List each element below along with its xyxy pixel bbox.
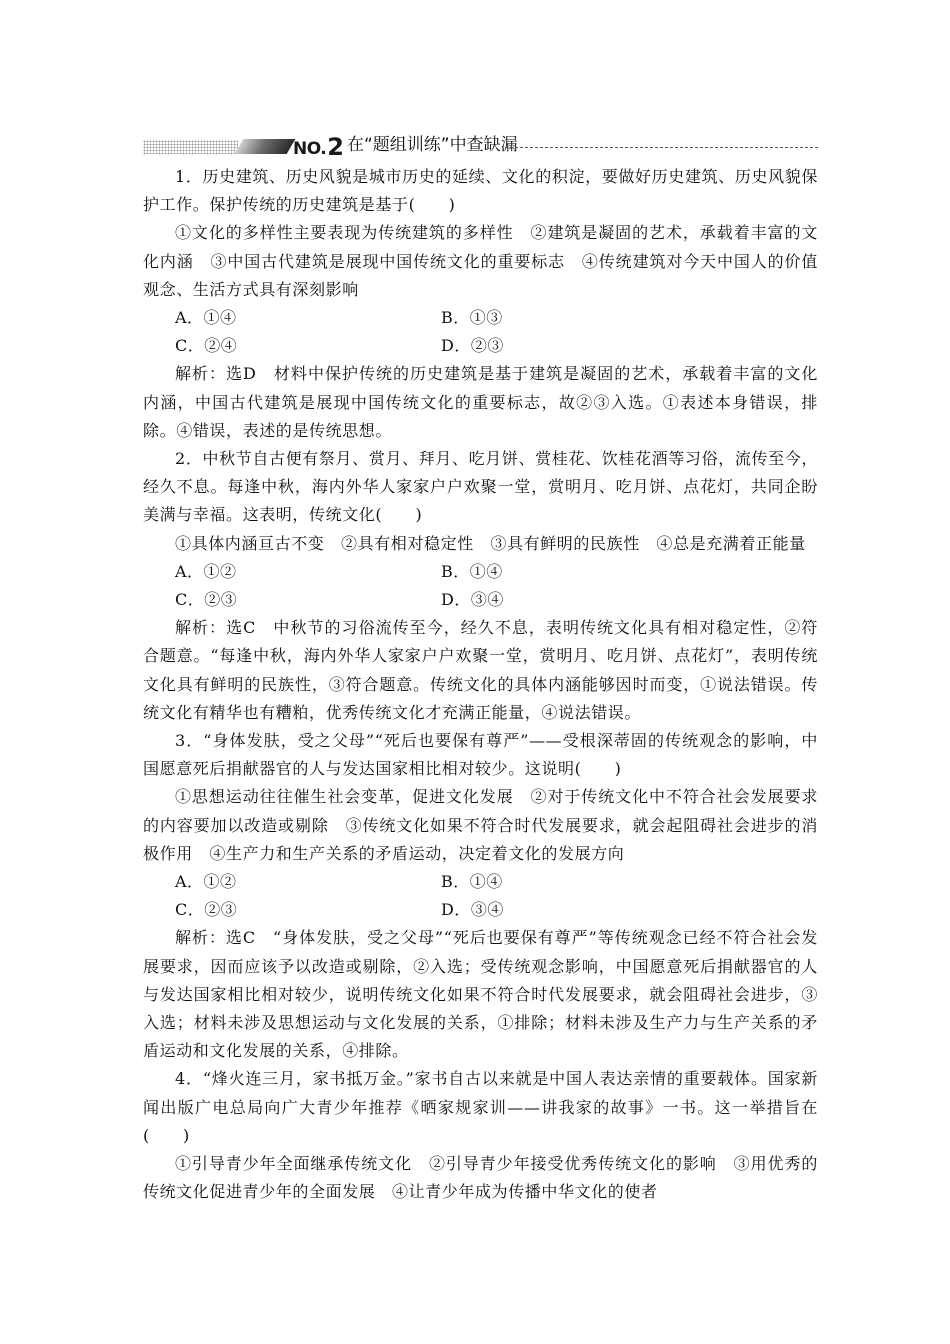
options-row xyxy=(143,868,818,896)
answer-analysis: 解析：选C “身体发肤，受之父母”“死后也要保有尊严”等传统观念已经不符合社会发展要求，因而应该予以改造或剔除，②入选；受传统观念影响，中国愿意死后捐献器官的人与发达国家相比相对较少，说明传统文化如果不符合时代发展要求，就会阻碍社会进步，③入选；材料未涉及思想运动与文化发展的关系，①排除；材料未涉及生产力与生产关系的矛盾运动和文化发展的关系，④排除。 xyxy=(143,928,818,1061)
header-slanted-bar xyxy=(235,139,296,154)
answer-analysis: 解析：选C 中秋节的习俗流传至今，经久不息，表明传统文化具有相对稳定性，②符合题意。“每逢中秋，海内外华人家家户户欢聚一堂，赏明月、吃月饼、点花灯”，表明传统文化具有鲜明的民族性，③符合题意。传统文化的具体内涵能够因时而变，①说法错误。传统文化有精华也有糟粕，优秀传统文化才充满正能量，④说法错误。 xyxy=(143,618,818,722)
option-a: A．①② xyxy=(175,872,237,892)
section-number-prefix: NO. xyxy=(293,139,327,159)
question-2 xyxy=(143,445,818,727)
question-statements: ①思想运动往往催生社会变革，促进文化发展 ②对于传统文化中不符合社会发展要求的内容要加以改造或剔除 ③传统文化如果不符合时代发展要求，就会起阻碍社会进步的消极作用 ④生产力和生产关系的矛盾运动，决定着文化的发展方向 xyxy=(143,787,818,863)
option-c: C．②③ xyxy=(175,900,238,920)
section-number: 2 xyxy=(327,133,344,161)
option-a: A．①④ xyxy=(175,308,237,328)
question-stem: 3．“身体发肤，受之父母”“死后也要保有尊严”——受根深蒂固的传统观念的影响，中国愿意死后捐献器官的人与发达国家相比相对较少。这说明( ) xyxy=(143,731,818,779)
option-c: C．②④ xyxy=(175,336,238,356)
options-row xyxy=(143,304,818,332)
option-a: A．①② xyxy=(175,561,237,581)
question-stem: 4．“烽火连三月，家书抵万金。”家书自古以来就是中国人表达亲情的重要载体。国家新闻出版广电总局向广大青少年推荐《晒家规家训——讲我家的故事》一书。这一举措旨在( ) xyxy=(143,1069,818,1145)
option-b: B．①④ xyxy=(441,872,503,892)
options-row xyxy=(143,586,818,614)
header-dot-pattern xyxy=(143,140,238,154)
question-4 xyxy=(143,1065,818,1206)
section-title: 在“题组训练”中查缺漏 xyxy=(347,135,518,155)
question-statements: ①引导青少年全面继承传统文化 ②引导青少年接受优秀传统文化的影响 ③用优秀的传统文化促进青少年的全面发展 ④让青少年成为传播中华文化的使者 xyxy=(143,1154,818,1202)
header-dashed-rule xyxy=(505,147,818,148)
option-d: D．③④ xyxy=(441,900,504,920)
question-stem: 2．中秋节自古便有祭月、赏月、拜月、吃月饼、赏桂花、饮桂花酒等习俗，流传至今，经久不息。每逢中秋，海内外华人家家户户欢聚一堂，赏明月、吃月饼、点花灯，共同企盼美满与幸福。这表明，传统文化( ) xyxy=(143,449,818,525)
question-stem: 1．历史建筑、历史风貌是城市历史的延续、文化的积淀，要做好历史建筑、历史风貌保护工作。保护传统的历史建筑是基于( ) xyxy=(143,167,818,215)
question-1 xyxy=(143,163,818,445)
options-row xyxy=(143,558,818,586)
section-number-badge xyxy=(293,133,343,159)
question-statements: ①具体内涵亘古不变 ②具有相对稳定性 ③具有鲜明的民族性 ④总是充满着正能量 xyxy=(175,533,806,553)
question-3 xyxy=(143,727,818,1065)
question-list xyxy=(143,163,818,1206)
question-statements: ①文化的多样性主要表现为传统建筑的多样性 ②建筑是凝固的艺术，承载着丰富的文化内涵 ③中国古代建筑是展现中国传统文化的重要标志 ④传统建筑对今天中国人的价值观念、生活方式具有深刻影响 xyxy=(143,223,818,299)
options-row xyxy=(143,896,818,924)
answer-analysis: 解析：选D 材料中保护传统的历史建筑是基于建筑是凝固的艺术，承载着丰富的文化内涵，中国古代建筑是展现中国传统文化的重要标志，故②③入选。①表述本身错误，排除。④错误，表述的是传统思想。 xyxy=(143,364,818,440)
options-row xyxy=(143,332,818,360)
option-c: C．②③ xyxy=(175,590,238,609)
option-b: B．①④ xyxy=(441,561,503,581)
option-d: D．②③ xyxy=(441,336,504,356)
section-header xyxy=(143,133,818,159)
option-b: B．①③ xyxy=(441,308,503,328)
option-d: D．③④ xyxy=(441,590,504,609)
